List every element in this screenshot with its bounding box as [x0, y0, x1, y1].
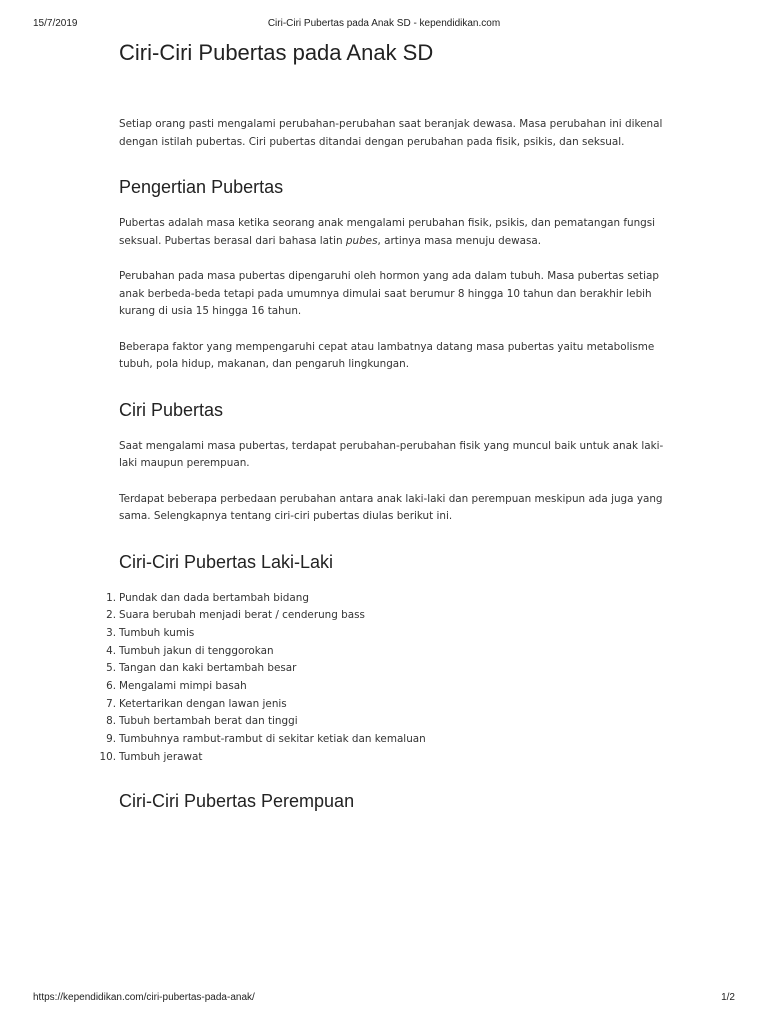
- heading-ciri-laki-laki: Ciri-Ciri Pubertas Laki-Laki: [119, 551, 334, 572]
- heading-ciri-perempuan: Ciri-Ciri Pubertas Perempuan: [119, 790, 355, 811]
- list-item: 9. Tumbuhnya rambut-rambut di sekitar ketiak dan kemaluan: [106, 733, 426, 746]
- list-ciri-laki-laki: [99, 590, 664, 767]
- list-item: 6. Mengalami mimpi basah: [106, 680, 247, 693]
- list-item: 8. Tubuh bertambah berat dan tinggi: [106, 715, 298, 728]
- intro-paragraph: Setiap orang pasti mengalami perubahan-perubahan saat beranjak dewasa. Masa perubahan ini dikenal dengan istilah pubertas. Ciri pubertas ditandai dengan perubahan pada fisik, psikis, dan seksual.: [119, 118, 663, 148]
- list-item: 5. Tangan dan kaki bertambah besar: [106, 662, 297, 675]
- print-title: Ciri-Ciri Pubertas pada Anak SD - kependidikan.com: [267, 18, 501, 29]
- list-item: 2. Suara berubah menjadi berat / cenderung bass: [106, 609, 365, 622]
- print-footer: [33, 992, 735, 1006]
- print-date: 15/7/2019: [33, 18, 78, 29]
- print-header: [33, 18, 735, 32]
- list-item: 1. Pundak dan dada bertambah bidang: [106, 591, 309, 604]
- article-title: Ciri-Ciri Pubertas pada Anak SD: [119, 40, 434, 65]
- pengertian-paragraph-3: Beberapa faktor yang mempengaruhi cepat atau lambatnya datang masa pubertas yaitu metabolisme tubuh, pola hidup, makanan, dan pengaruh lingkungan.: [119, 340, 655, 370]
- list-item: 3. Tumbuh kumis: [106, 626, 195, 639]
- list-item: 10. Tumbuh jerawat: [99, 750, 203, 763]
- list-item: 4. Tumbuh jakun di tenggorokan: [106, 644, 274, 657]
- pengertian-paragraph-1: Pubertas adalah masa ketika seorang anak mengalami perubahan fisik, psikis, dan pematangan fungsi seksual. Pubertas berasal dari bahasa latin pubes, artinya masa menuju dewasa.: [119, 217, 656, 247]
- page-number: 1/2: [721, 992, 735, 1003]
- latin-term: pubes: [345, 234, 378, 247]
- pengertian-paragraph-2: Perubahan pada masa pubertas dipengaruhi oleh hormon yang ada dalam tubuh. Masa pubertas setiap anak berbeda-beda tetapi pada umumnya dimulai saat berumur 8 hingga 10 tahun dan berakhir lebih kurang di usia 15 hingga 16 tahun.: [119, 270, 659, 317]
- page-url: https://kependidikan.com/ciri-pubertas-pada-anak/: [33, 992, 255, 1003]
- list-item: 7. Ketertarikan dengan lawan jenis: [106, 697, 287, 710]
- article: [99, 38, 664, 813]
- ciri-paragraph-1: Saat mengalami masa pubertas, terdapat perubahan-perubahan fisik yang muncul baik untuk anak laki-laki maupun perempuan.: [119, 439, 664, 469]
- heading-pengertian-pubertas: Pengertian Pubertas: [119, 177, 284, 197]
- ciri-paragraph-2: Terdapat beberapa perbedaan perubahan antara anak laki-laki dan perempuan meskipun ada juga yang sama. Selengkapnya tentang ciri-ciri pubertas diulas berikut ini.: [119, 492, 663, 522]
- heading-ciri-pubertas: Ciri Pubertas: [119, 399, 224, 420]
